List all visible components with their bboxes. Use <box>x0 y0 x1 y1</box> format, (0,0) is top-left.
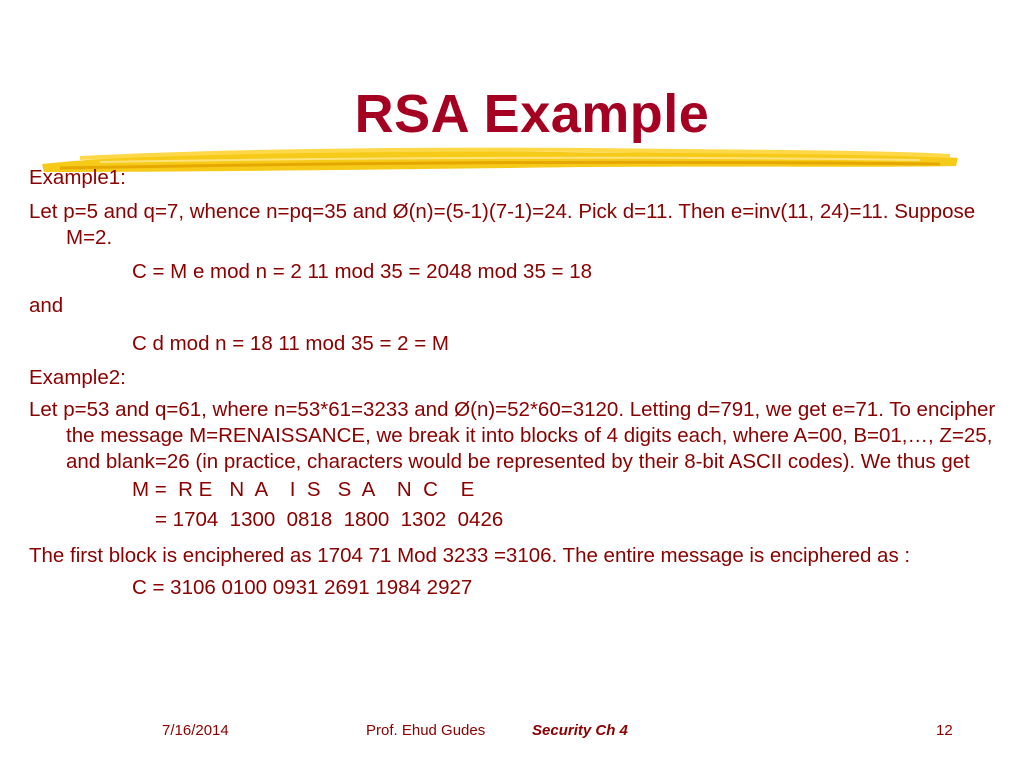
footer-date: 7/16/2014 <box>162 722 229 739</box>
ciphertext-line: C = 3106 0100 0931 2691 1984 2927 <box>132 576 473 599</box>
first-block-text: The first block is enciphered as 1704 71 Mod 3233 =3106. The entire message is enciphered as : <box>29 544 911 567</box>
example2-paragraph <box>29 397 1004 475</box>
example1-encrypt-equation: C = M e mod n = 2 11 mod 35 = 2048 mod 35 = 18 <box>132 260 593 283</box>
footer-page-number: 12 <box>936 722 953 739</box>
footer-course: Security Ch 4 <box>532 722 628 739</box>
message-blocks-line: = 1704 1300 0818 1800 1302 0426 <box>155 508 504 531</box>
example1-label: Example1: <box>29 166 126 189</box>
slide-title: RSA Example <box>354 84 710 144</box>
first-block-paragraph <box>29 543 1004 569</box>
example2-text: Let p=53 and q=61, where n=53*61=3233 and Ø(n)=52*60=3120. Letting d=791, we get e=71. To encipher the message M=RENAISSANCE, we break it into blocks of 4 digits each, where A=00, B=01,…, Z=25, and blank=26 (in practice, characters would be represented by their 8-bit ASCII codes). We thus get <box>29 398 996 473</box>
and-label: and <box>29 294 64 317</box>
example1-paragraph <box>29 199 1004 251</box>
slide-body <box>29 165 1004 601</box>
example1-text: Let p=5 and q=7, whence n=pq=35 and Ø(n)=(5-1)(7-1)=24. Pick d=11. Then e=inv(11, 24)=11. Suppose M=2. <box>29 200 976 249</box>
example1-decrypt-equation: C d mod n = 18 11 mod 35 = 2 = M <box>132 332 449 355</box>
message-letters-line: M = R E N A I S S A N C E <box>132 478 475 501</box>
example2-label: Example2: <box>29 366 126 389</box>
footer-author: Prof. Ehud Gudes <box>366 722 486 739</box>
